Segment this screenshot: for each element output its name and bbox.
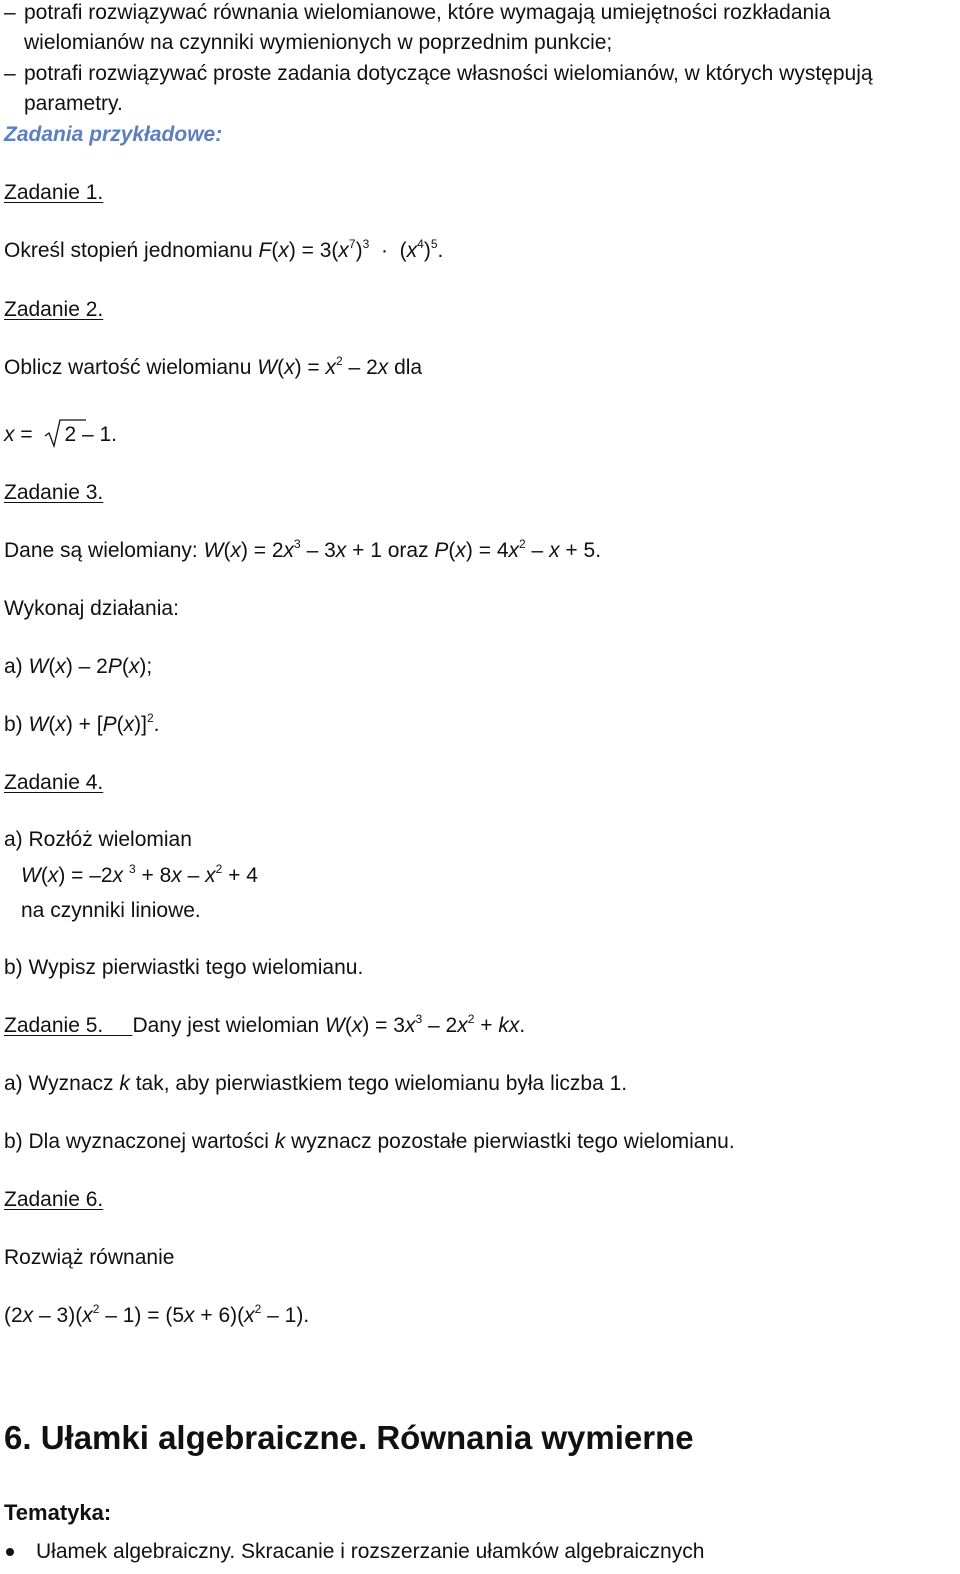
task-4-a-suffix: na czynniki liniowe.	[21, 899, 201, 922]
task-6-title: Zadanie 6.	[4, 1188, 104, 1211]
list-item: – potrafi rozwiązywać proste zadania dotyczące własności wielomianów, w których występują	[4, 62, 873, 85]
task-1-title: Zadanie 1.	[4, 181, 104, 204]
math-expression: $W(x) = 2x^3 - 3x + 1$ oraz $P(x) = 4x^2 - x + 5$.	[203, 537, 602, 562]
task-2-title: Zadanie 2.	[4, 298, 104, 321]
list-item-continuation: parametry.	[24, 92, 123, 115]
math-expression: x = 2 – 1.	[4, 423, 117, 446]
dash-marker: –	[4, 62, 16, 85]
math-expression: $W(x) = x^2 - 2x$ dla	[257, 354, 423, 379]
task-4-a: a) Rozłóż wielomian	[4, 828, 192, 851]
list-item-continuation: wielomianów na czynniki wymienionych w poprzednim punkcie;	[24, 31, 613, 54]
task-3-a: a) W(x) – 2P(x);	[4, 655, 153, 678]
examples-heading: Zadania przykładowe:	[4, 123, 223, 146]
task-3-text: Dane są wielomiany: $W(x) = 2x^3 - 3x + 1$ oraz $P(x) = 4x^2 - x + 5$.	[4, 537, 602, 562]
math-expression: $F(x) = 3(x^7)^3 \cdot (x^4)^5$.	[258, 237, 444, 262]
task-5-title: Zadanie 5.	[4, 1014, 104, 1037]
radical-sign-icon	[44, 418, 86, 450]
task-4-polynomial: W(x) = –2x $^3 + 8x - x^2 + 4$	[21, 862, 258, 887]
task-1-text: Określ stopień jednomianu $F(x) = 3(x^7)^3 \cdot (x^4)^5$.	[4, 237, 444, 262]
section-subheading: Tematyka:	[4, 1500, 112, 1525]
task-5-b: b) Dla wyznaczonej wartości k wyznacz pozostałe pierwiastki tego wielomianu.	[4, 1130, 735, 1153]
section-heading: 6. Ułamki algebraiczne. Równania wymierne	[4, 1419, 694, 1456]
task-2-value	[4, 422, 117, 448]
task-5-text: Zadanie 5. Dany jest wielomian $W(x) = 3x^3 - 2x^2$ + kx.	[4, 1012, 526, 1037]
math-expression: $W(x) = 3x^3 - 2x^2$ + kx.	[325, 1012, 526, 1037]
bullet-icon	[6, 1548, 14, 1556]
square-root: 2	[44, 422, 76, 448]
task-2-text: Oblicz wartość wielomianu $W(x) = x^2 - 2x$ dla	[4, 354, 423, 379]
task-4-title: Zadanie 4.	[4, 771, 104, 794]
task-4-b: b) Wypisz pierwiastki tego wielomianu.	[4, 956, 364, 979]
task-6-text: Rozwiąż równanie	[4, 1246, 175, 1269]
task-6-equation: $(2x - 3)(x^2 - 1) = (5x + 6)(x^2 - 1)$.	[4, 1302, 310, 1327]
task-3-instruction: Wykonaj działania:	[4, 597, 179, 620]
dash-marker: –	[4, 1, 16, 24]
task-3-b: b) $W(x) + [P(x)]^2$.	[4, 711, 160, 736]
task-5-a: a) Wyznacz k tak, aby pierwiastkiem tego wielomianu była liczba 1.	[4, 1072, 628, 1095]
list-item: Ułamek algebraiczny. Skracanie i rozszerzanie ułamków algebraicznych	[6, 1539, 704, 1565]
task-3-title: Zadanie 3.	[4, 481, 104, 504]
list-item: – potrafi rozwiązywać równania wielomianowe, które wymagają umiejętności rozkładania	[4, 1, 831, 24]
